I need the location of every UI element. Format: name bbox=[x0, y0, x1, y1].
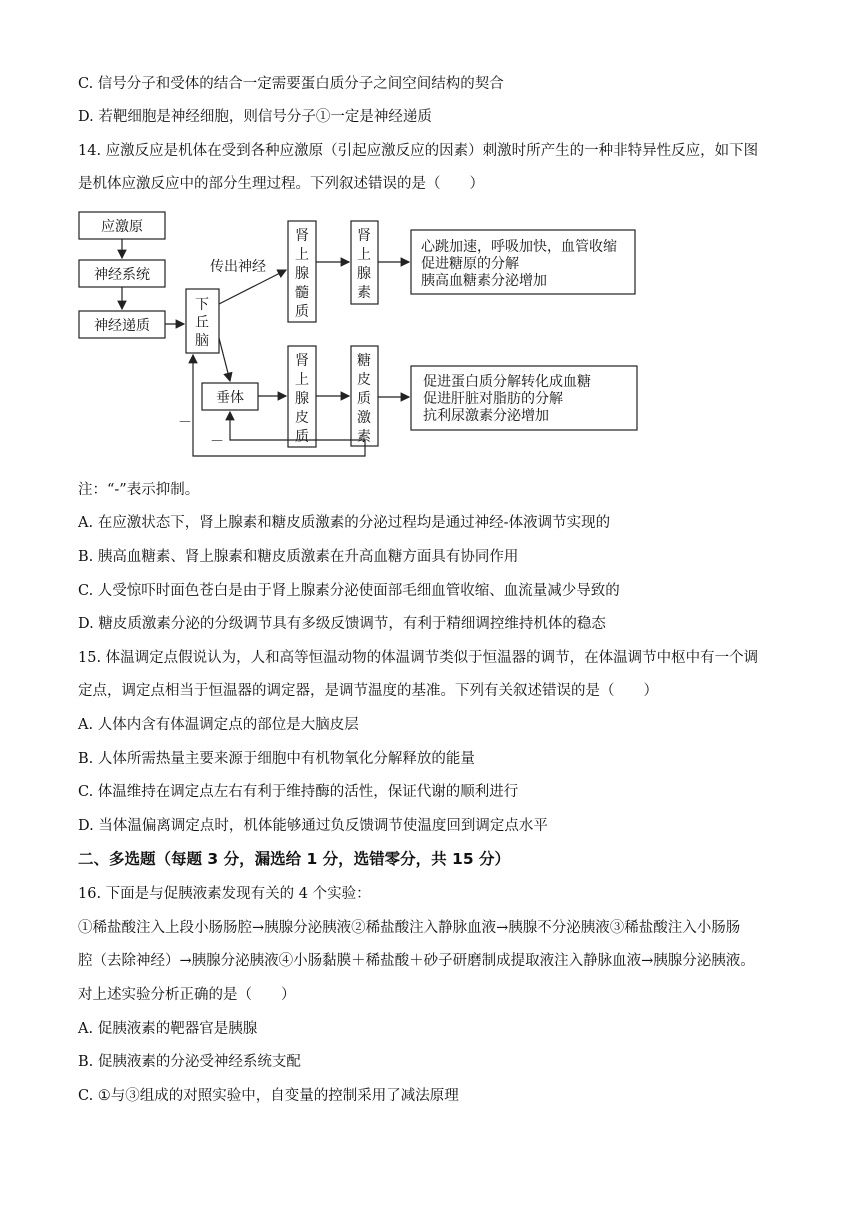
glucocorticoid-char-3: 质 bbox=[357, 391, 371, 407]
nervous-system-label: 神经系统 bbox=[94, 267, 150, 283]
inhibition-mark-2: － bbox=[210, 434, 224, 450]
q16-option-b: B. 促胰液素的分泌受神经系统支配 bbox=[78, 1054, 301, 1070]
medulla-char-1: 肾 bbox=[295, 228, 309, 244]
q14-option-a: A. 在应激状态下，肾上腺素和糖皮质激素的分泌过程均是通过神经-体液调节实现的 bbox=[78, 515, 611, 531]
efferent-nerve-label: 传出神经 bbox=[210, 259, 266, 275]
q14-option-c: C. 人受惊吓时面色苍白是由于肾上腺素分泌使面部毛细血管收缩、血流量减少导致的 bbox=[78, 583, 620, 599]
cortex-char-3: 腺 bbox=[295, 391, 309, 407]
q15-stem-line1: 15. 体温调定点假说认为，人和高等恒温动物的体温调节类似于恒温器的调节，在体温调节中枢中有一个调 bbox=[78, 650, 759, 666]
cortex-char-1: 肾 bbox=[295, 353, 309, 369]
medulla-char-2: 上 bbox=[295, 247, 309, 263]
q14-option-b: B. 胰高血糖素、肾上腺素和糖皮质激素在升高血糖方面具有协同作用 bbox=[78, 549, 519, 565]
effect-bottom-1: 促进蛋白质分解转化成血糖 bbox=[423, 374, 591, 390]
hypothalamus-char-1: 下 bbox=[195, 297, 209, 313]
q16-option-c: C. ①与③组成的对照实验中，自变量的控制采用了减法原理 bbox=[78, 1088, 459, 1104]
inhibition-mark-1: － bbox=[178, 415, 192, 431]
medulla-char-3: 腺 bbox=[295, 266, 309, 282]
stress-response-diagram bbox=[0, 0, 860, 470]
glucocorticoid-char-1: 糖 bbox=[357, 353, 371, 369]
neurotransmitter-label: 神经递质 bbox=[94, 318, 150, 334]
adrenaline-char-3: 腺 bbox=[357, 266, 371, 282]
q16-stem: 16. 下面是与促胰液素发现有关的 4 个实验： bbox=[78, 886, 371, 902]
effect-top-2: 促进糖原的分解 bbox=[421, 256, 519, 272]
q15-option-c: C. 体温维持在调定点左右有利于维持酶的活性，保证代谢的顺利进行 bbox=[78, 784, 519, 800]
adrenaline-char-1: 肾 bbox=[357, 228, 371, 244]
q14-note: 注：“-”表示抑制。 bbox=[78, 482, 200, 498]
q15-option-a: A. 人体内含有体温调定点的部位是大脑皮层 bbox=[78, 717, 359, 733]
effect-top-3: 胰高血糖素分泌增加 bbox=[421, 273, 547, 289]
glucocorticoid-char-5: 素 bbox=[357, 429, 371, 445]
q16-question: 对上述实验分析正确的是（ ） bbox=[78, 987, 296, 1003]
q13-option-c: C. 信号分子和受体的结合一定需要蛋白质分子之间空间结构的契合 bbox=[78, 76, 504, 92]
adrenaline-char-4: 素 bbox=[357, 285, 371, 301]
q15-option-d: D. 当体温偏离调定点时，机体能够通过负反馈调节使温度回到调定点水平 bbox=[78, 818, 548, 834]
cortex-char-5: 质 bbox=[295, 429, 309, 445]
q15-stem-line2: 定点，调定点相当于恒温器的调定器，是调节温度的基准。下列有关叙述错误的是（ ） bbox=[78, 683, 658, 699]
q14-stem-line1: 14. 应激反应是机体在受到各种应激原（引起应激反应的因素）刺激时所产生的一种非特异性反应，如下图 bbox=[78, 143, 759, 159]
effect-bottom-3: 抗利尿激素分泌增加 bbox=[423, 408, 549, 424]
q15-option-b: B. 人体所需热量主要来源于细胞中有机物氧化分解释放的能量 bbox=[78, 751, 475, 767]
stressor-label: 应激原 bbox=[101, 219, 143, 235]
cortex-char-2: 上 bbox=[295, 372, 309, 388]
hypothalamus-char-2: 丘 bbox=[195, 315, 209, 331]
adrenaline-char-2: 上 bbox=[357, 247, 371, 263]
q13-option-d: D. 若靶细胞是神经细胞，则信号分子①一定是神经递质 bbox=[78, 109, 432, 125]
effect-top-1: 心跳加速，呼吸加快，血管收缩 bbox=[421, 239, 617, 255]
pituitary-label: 垂体 bbox=[216, 390, 244, 406]
q16-experiments-line1: ①稀盐酸注入上段小肠肠腔→胰腺分泌胰液②稀盐酸注入静脉血液→胰腺不分泌胰液③稀盐酸注入小肠肠 bbox=[78, 920, 741, 936]
hypothalamus-char-3: 脑 bbox=[195, 333, 209, 349]
cortex-char-4: 皮 bbox=[295, 410, 309, 426]
medulla-char-4: 髓 bbox=[295, 285, 309, 301]
q14-option-d: D. 糖皮质激素分泌的分级调节具有多级反馈调节，有利于精细调控维持机体的稳态 bbox=[78, 616, 606, 632]
glucocorticoid-char-2: 皮 bbox=[357, 372, 371, 388]
glucocorticoid-char-4: 激 bbox=[357, 410, 371, 426]
medulla-char-5: 质 bbox=[295, 304, 309, 320]
effect-bottom-2: 促进肝脏对脂肪的分解 bbox=[423, 391, 563, 407]
q16-experiments-line2: 腔（去除神经）→胰腺分泌胰液④小肠黏膜＋稀盐酸＋砂子研磨制成提取液注入静脉血液→胰腺分泌胰液。 bbox=[78, 953, 755, 969]
q16-option-a: A. 促胰液素的靶器官是胰腺 bbox=[78, 1021, 258, 1037]
q14-stem-line2: 是机体应激反应中的部分生理过程。下列叙述错误的是（ ） bbox=[78, 176, 484, 192]
section-heading-multiple-choice: 二、多选题（每题 3 分，漏选给 1 分，选错零分，共 15 分） bbox=[78, 850, 511, 868]
